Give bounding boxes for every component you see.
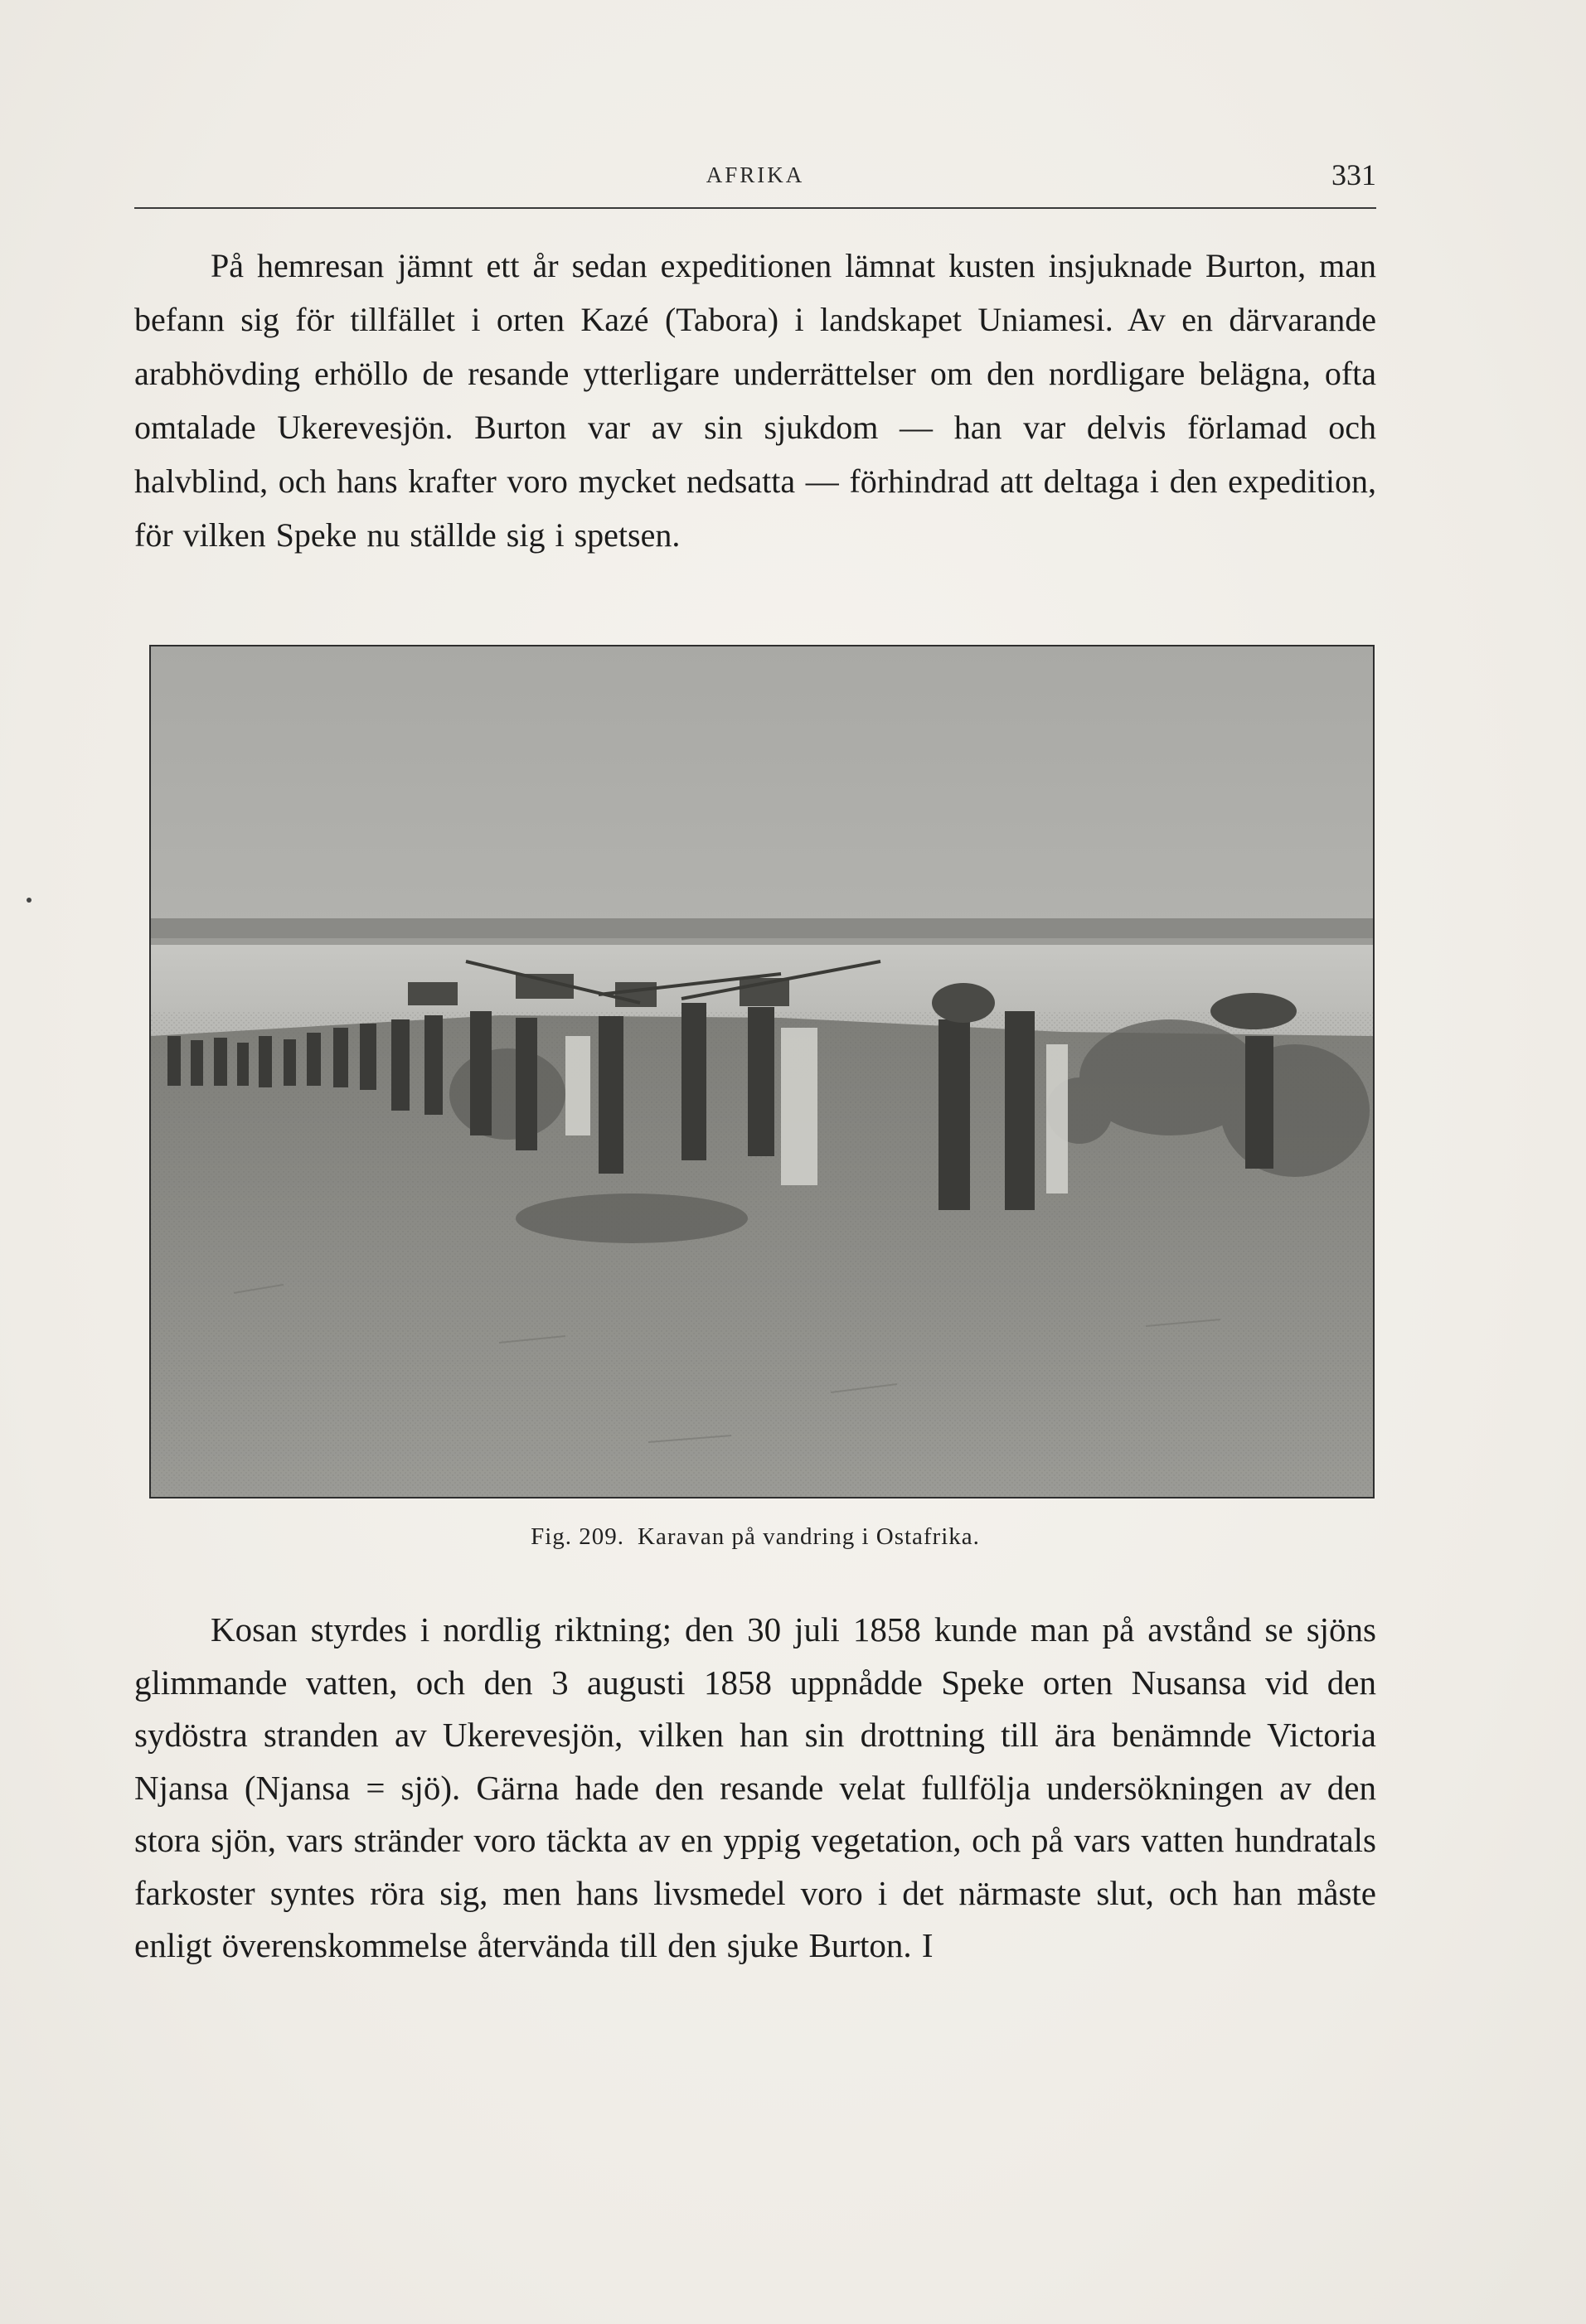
paragraph-1: På hemresan jämnt ett år sedan expeditionen lämnat kusten insjuknade Burton, man befann sig för tillfället i orten Kazé (Tabora) i landskapet Uniamesi. Av en därvarande arabhövding erhöllo de resande ytterligare underrättelser om den nordligare belägna, ofta omtalade Ukerevesjön. Burton var av sin sjukdom — han var delvis förlamad och halvblind, och hans krafter voro mycket nedsatta — förhindrad att deltaga i den expedition, för vilken Speke nu ställde sig i spetsen. <box>134 247 1376 554</box>
page-number: 331 <box>1331 158 1376 191</box>
figure-photograph <box>149 645 1375 1498</box>
header-rule <box>134 207 1376 209</box>
paragraph-2: Kosan styrdes i nordlig riktning; den 30 juli 1858 kunde man på avstånd se sjöns glimmande vatten, och den 3 augusti 1858 uppnådde Speke orten Nusansa vid den sydöstra stranden av Ukerevesjön, vilken han sin drottning till ära benämnde Victoria Njansa (Njansa = sjö). Gärna hade den resande velat fullfölja undersökningen av den stora sjön, vars stränder voro täckta av en yppig vegetation, och på vars vatten hundratals farkoster syntes röra sig, men hans livsmedel voro i det närmaste slut, och han måste enligt överenskommelse återvända till den sjuke Burton. I <box>134 1610 1376 1964</box>
page-header <box>134 156 1376 197</box>
figure-number: Fig. 209. <box>531 1523 625 1550</box>
caravan-photo-illustration <box>151 646 1373 1497</box>
running-head: AFRIKA <box>706 162 805 187</box>
figure-caption <box>134 1523 1376 1551</box>
figure-caption-text: Karavan på vandring i Ostafrika. <box>638 1523 980 1550</box>
page-speck <box>27 898 32 903</box>
